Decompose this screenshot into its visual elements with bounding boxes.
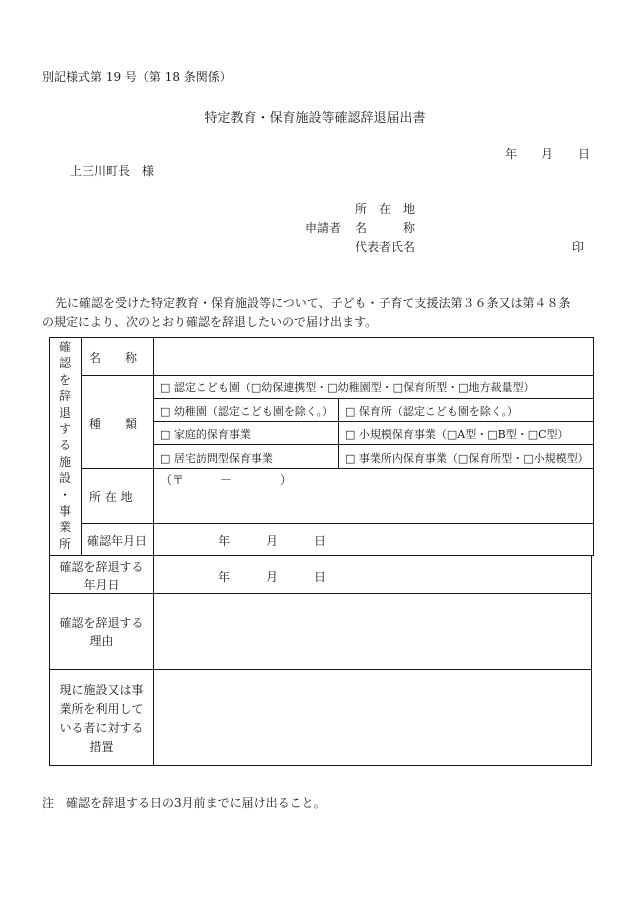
applicant-name-label: 名 称 <box>355 221 416 235</box>
seal-mark: 印 <box>572 240 585 254</box>
user-measures-label-line: いる者に対する <box>59 721 144 735</box>
section-char: 退 <box>58 405 71 420</box>
section-char: を <box>58 372 71 387</box>
section-char: 設 <box>58 471 71 486</box>
withdrawal-date-label <box>50 558 153 594</box>
type-option-workplace-childcare[interactable]: □ 事業所内保育事業（□保育所型・□小規模型） <box>345 452 589 465</box>
withdrawal-reason-field[interactable] <box>154 594 590 669</box>
withdrawal-date-label-line: 年月日 <box>83 578 120 592</box>
form-number: 別記様式第 19 号（第 18 条関係） <box>42 70 232 84</box>
type-option-home-childcare[interactable]: □ 家庭的保育事業 <box>160 428 251 441</box>
user-measures-field[interactable] <box>154 670 590 765</box>
section-char: 辞 <box>58 389 71 404</box>
body-text-line-1: 先に確認を受けた特定教育・保育施設等について、子ども・子育て支援法第３６条又は第４８条 <box>55 296 571 310</box>
type-option-small-childcare[interactable]: □ 小規模保育事業（□A型・□B型・□C型） <box>345 428 569 441</box>
withdrawal-date-field[interactable]: 年 月 日 <box>218 570 327 584</box>
document-title: 特定教育・保育施設等確認辞退届出書 <box>204 111 426 126</box>
addressee: 上三川町長 様 <box>70 164 155 178</box>
confirmation-date-label: 確認年月日 <box>87 534 148 548</box>
applicant-address-label: 所 在 地 <box>355 202 416 216</box>
section-char: す <box>58 422 71 437</box>
postal-code-field[interactable]: （〒 － ） <box>160 473 293 487</box>
section-char: ・ <box>58 487 71 502</box>
withdrawal-reason-label <box>50 614 153 650</box>
type-option-kodomoen[interactable]: □ 認定こども園（□幼保連携型・□幼稚園型・□保育所型・□地方裁量型） <box>160 381 535 394</box>
date-day-label: 日 <box>578 147 591 161</box>
type-option-home-visit-childcare[interactable]: □ 居宅訪問型保育事業 <box>160 452 273 465</box>
section-char: 施 <box>58 454 71 469</box>
representative-label: 代表者氏名 <box>355 240 416 254</box>
confirmation-date-field[interactable]: 年 月 日 <box>218 534 327 548</box>
facility-name-field[interactable] <box>154 338 592 375</box>
date-month-label: 月 <box>541 147 554 161</box>
body-text-line-2: の規定により、次のとおり確認を辞退したいので届け出ます。 <box>42 315 378 329</box>
section-char: 確 <box>58 340 71 354</box>
section-char: 認 <box>58 356 71 371</box>
date-year-label: 年 <box>505 147 518 161</box>
user-measures-label <box>50 681 153 757</box>
section-char: 所 <box>58 536 71 551</box>
user-measures-label-line: 現に施設又は事 <box>59 683 144 697</box>
user-measures-label-line: 措置 <box>89 740 114 754</box>
type-option-nursery[interactable]: □ 保育所（認定こども園を除く。） <box>345 405 519 418</box>
section-char: 事 <box>58 504 71 519</box>
user-measures-label-line: 業所を利用して <box>59 702 144 716</box>
withdrawal-reason-label-line: 確認を辞退する <box>59 616 144 630</box>
facility-name-label: 名 称 <box>89 351 138 365</box>
type-option-kindergarten[interactable]: □ 幼稚園（認定こども園を除く。） <box>160 405 334 418</box>
withdrawal-reason-label-line: 理由 <box>89 634 114 648</box>
footnote: 注 確認を辞退する日の3月前までに届け出ること。 <box>42 796 326 810</box>
facility-section-label <box>53 339 77 552</box>
withdrawal-date-label-line: 確認を辞退する <box>59 560 144 574</box>
section-char: る <box>58 438 71 453</box>
section-char: 業 <box>58 520 71 535</box>
applicant-role-label: 申請者 <box>305 221 342 235</box>
facility-type-label: 種 類 <box>89 417 138 431</box>
facility-address-label: 所 在 地 <box>89 490 133 504</box>
